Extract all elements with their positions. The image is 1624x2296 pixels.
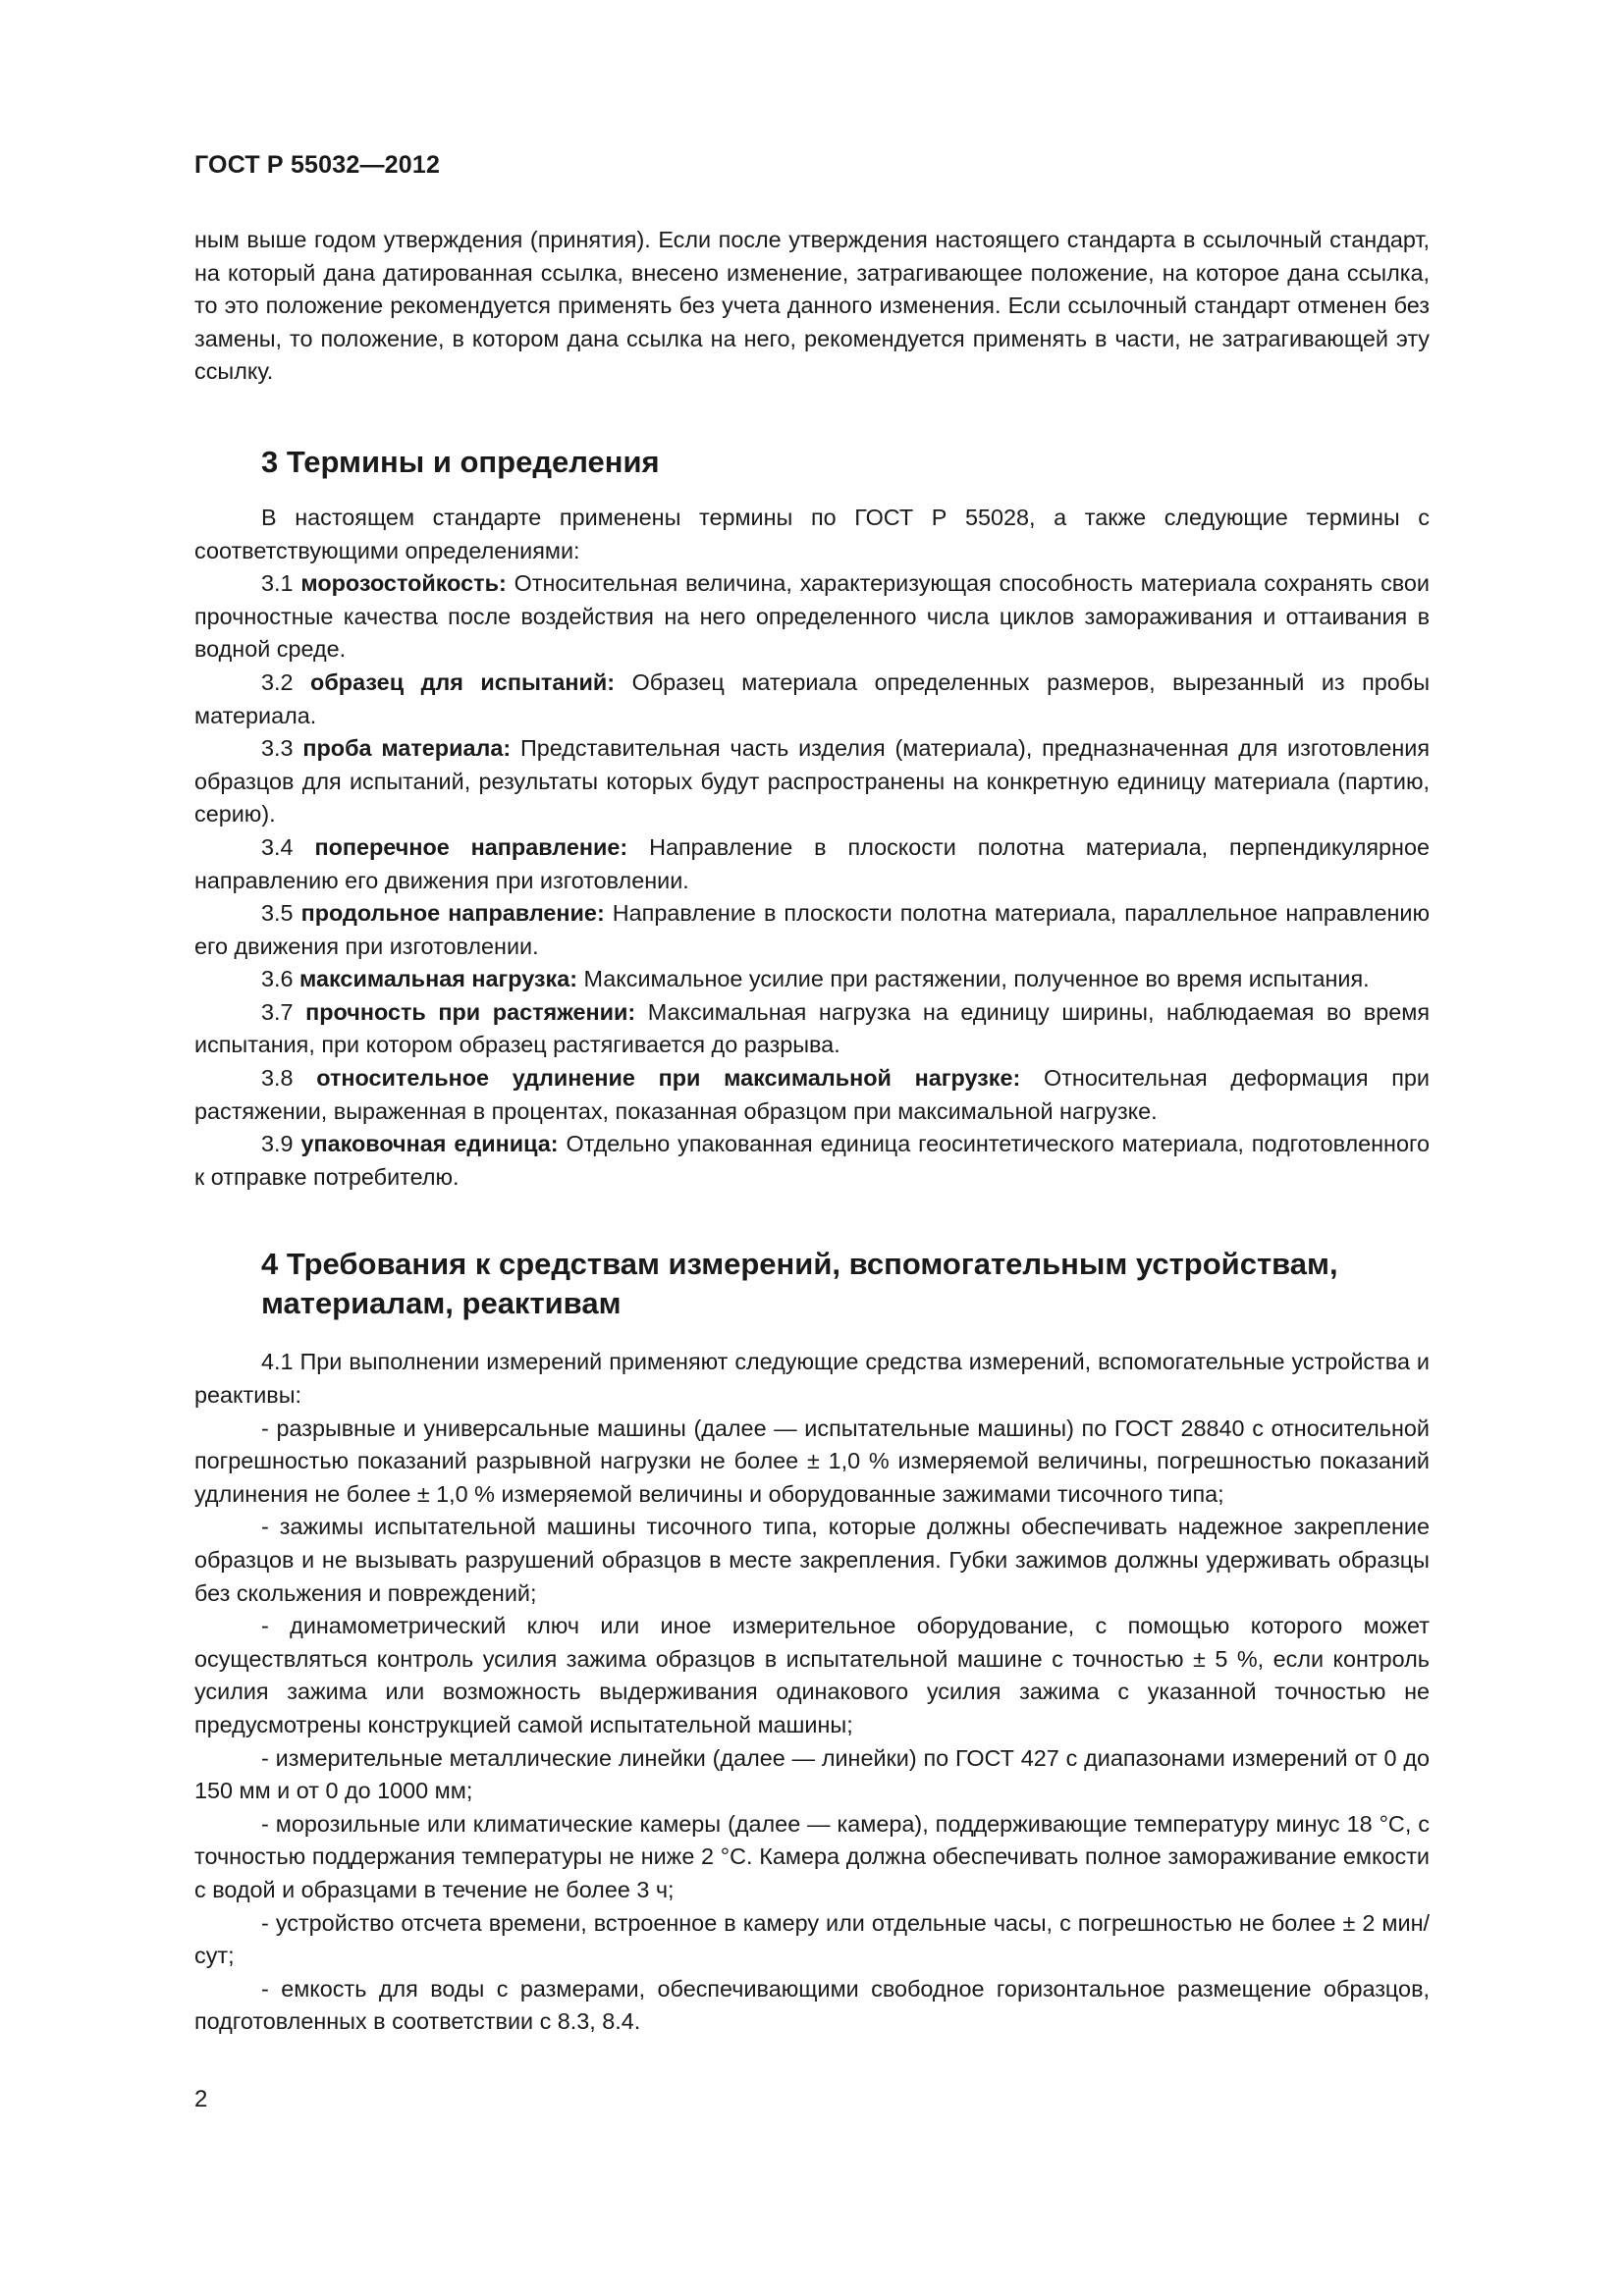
section-3-title: 3 Термины и определения <box>261 444 660 479</box>
term-number: 3.2 <box>261 668 294 695</box>
term-name: морозостойкость: <box>300 570 507 597</box>
term-3-5 <box>194 897 1430 963</box>
term-name: максимальная нагрузка: <box>299 966 578 992</box>
term-number: 3.7 <box>261 998 294 1025</box>
term-3-1 <box>194 567 1430 667</box>
term-definition: Относительная деформация при растяжении, выраженная в процентах, показанная образцом при максимальной нагрузке. <box>194 1065 1430 1124</box>
section-4-paragraph: 4.1 При выполнении измерений применяют следующие средства измерений, вспомогательные устройства и реактивы: <box>194 1349 1430 1409</box>
term-number: 3.6 <box>261 966 294 992</box>
term-number: 3.8 <box>261 1065 294 1092</box>
term-number: 3.9 <box>261 1131 294 1157</box>
intro-paragraph: ным выше годом утверждения (принятия). Если после утверждения настоящего стандарта в ссылочный стандарт, на который дана датированная ссылка, внесено изменение, затрагивающее положение, на которое дана ссылка, то это положение рекомендуется применять без учета данного изменения. Если ссылочный стандарт отменен без замены, то положение, в котором дана ссылка на него, рекомендуется применять в части, не затрагивающей эту ссылку. <box>194 227 1430 385</box>
term-number: 3.5 <box>261 900 294 927</box>
document-header: ГОСТ Р 55032—2012 <box>194 151 441 179</box>
section-4-list-item: - измерительные металлические линейки (далее — линейки) по ГОСТ 427 с диапазонами измерений от 0 до 150 мм и от 0 до 1000 мм; <box>194 1744 1430 1804</box>
term-definition: Отдельно упакованная единица геосинтетического материала, подготовленного к отправке потребителю. <box>194 1131 1431 1190</box>
section-4-list-item: - емкость для воды с размерами, обеспечивающими свободное горизонтальное размещение образцов, подготовленных в соответствии с 8.3, 8.4. <box>194 1975 1430 2035</box>
term-name: прочность при растяжении: <box>305 998 636 1025</box>
term-definition: Образец материала определенных размеров, вырезанный из пробы материала. <box>194 668 1431 728</box>
term-name: образец для испытаний: <box>310 668 616 695</box>
section-4-list-item: - динамометрический ключ или иное измерительное оборудование, с помощью которого может осуществляться контроль усилия зажима образцов в испытательной машине с точностью ± 5 %, если контроль усилия зажима или возможность выдерживания одинакового усилия зажима с указанной точностью не предусмотрены конструкцией самой испытательной машины; <box>194 1613 1430 1737</box>
term-3-3 <box>194 732 1430 831</box>
term-name: продольное направление: <box>300 900 605 927</box>
term-3-4 <box>194 831 1430 897</box>
term-name: поперечное направление: <box>314 833 628 860</box>
term-definition: Направление в плоскости полотна материала, перпендикулярное направлению его движения при изготовлении. <box>194 833 1430 893</box>
term-number: 3.1 <box>261 570 294 597</box>
section-4-title: 4 Требования к средствам измерений, вспомогательным устройствам, материалам, реактивам <box>261 1247 1338 1321</box>
term-number: 3.3 <box>261 735 294 762</box>
page-number: 2 <box>194 2086 208 2112</box>
term-definition: Относительная величина, характеризующая способность материала сохранять свои прочностные качества после воздействия на него определенного числа циклов замораживания и оттаивания в водной среде. <box>194 570 1430 663</box>
term-name: упаковочная единица: <box>300 1131 559 1157</box>
term-3-9 <box>194 1128 1430 1194</box>
term-definition: Максимальное усилие при растяжении, полученное во время испытания. <box>583 966 1370 992</box>
term-name: проба материала: <box>302 735 512 762</box>
term-definition: Максимальная нагрузка на единицу ширины, наблюдаемая во время испытания, при котором образец растягивается до разрыва. <box>194 998 1430 1058</box>
term-3-8 <box>194 1062 1430 1128</box>
term-3-2 <box>194 667 1430 732</box>
section-3-intro: В настоящем стандарте применены термины по ГОСТ Р 55028, а также следующие термины с соответствующими определениями: <box>194 504 1430 563</box>
term-definition: Представительная часть изделия (материала), предназначенная для изготовления образцов для испытаний, результаты которых будут распространены на конкретную единицу материала (партию, серию). <box>194 735 1431 828</box>
section-4-list-item: - устройство отсчета времени, встроенное в камеру или отдельные часы, с погрешностью не более ± 2 мин/сут; <box>194 1909 1430 1969</box>
section-4-list-item: - зажимы испытательной машины тисочного типа, которые должны обеспечивать надежное закрепление образцов и не вызывать разрушений образцов в месте закрепления. Губки зажимов должны удерживать образцы без скольжения и повреждений; <box>194 1514 1430 1606</box>
section-4-list-item: - разрывные и универсальные машины (далее — испытательные машины) по ГОСТ 28840 с относительной погрешностью показаний разрывной нагрузки не более ± 1,0 % измеряемой величины, погрешностью показаний удлинения не более ± 1,0 % измеряемой величины и оборудованные зажимами тисочного типа; <box>194 1415 1430 1507</box>
section-4-list-item: - морозильные или климатические камеры (далее — камера), поддерживающие температуру минус 18 °C, с точностью поддержания температуры не ниже 2 °C. Камера должна обеспечивать полное замораживание емкости с водой и образцами в течение не более 3 ч; <box>194 1810 1430 1902</box>
term-number: 3.4 <box>261 833 294 860</box>
term-3-6 <box>194 963 1430 996</box>
term-name: относительное удлинение при максимальной нагрузке: <box>316 1065 1021 1092</box>
term-3-7 <box>194 996 1430 1062</box>
term-definition: Направление в плоскости полотна материала, параллельное направлению его движения при изготовлении. <box>194 900 1430 959</box>
document-body <box>194 224 1430 2039</box>
